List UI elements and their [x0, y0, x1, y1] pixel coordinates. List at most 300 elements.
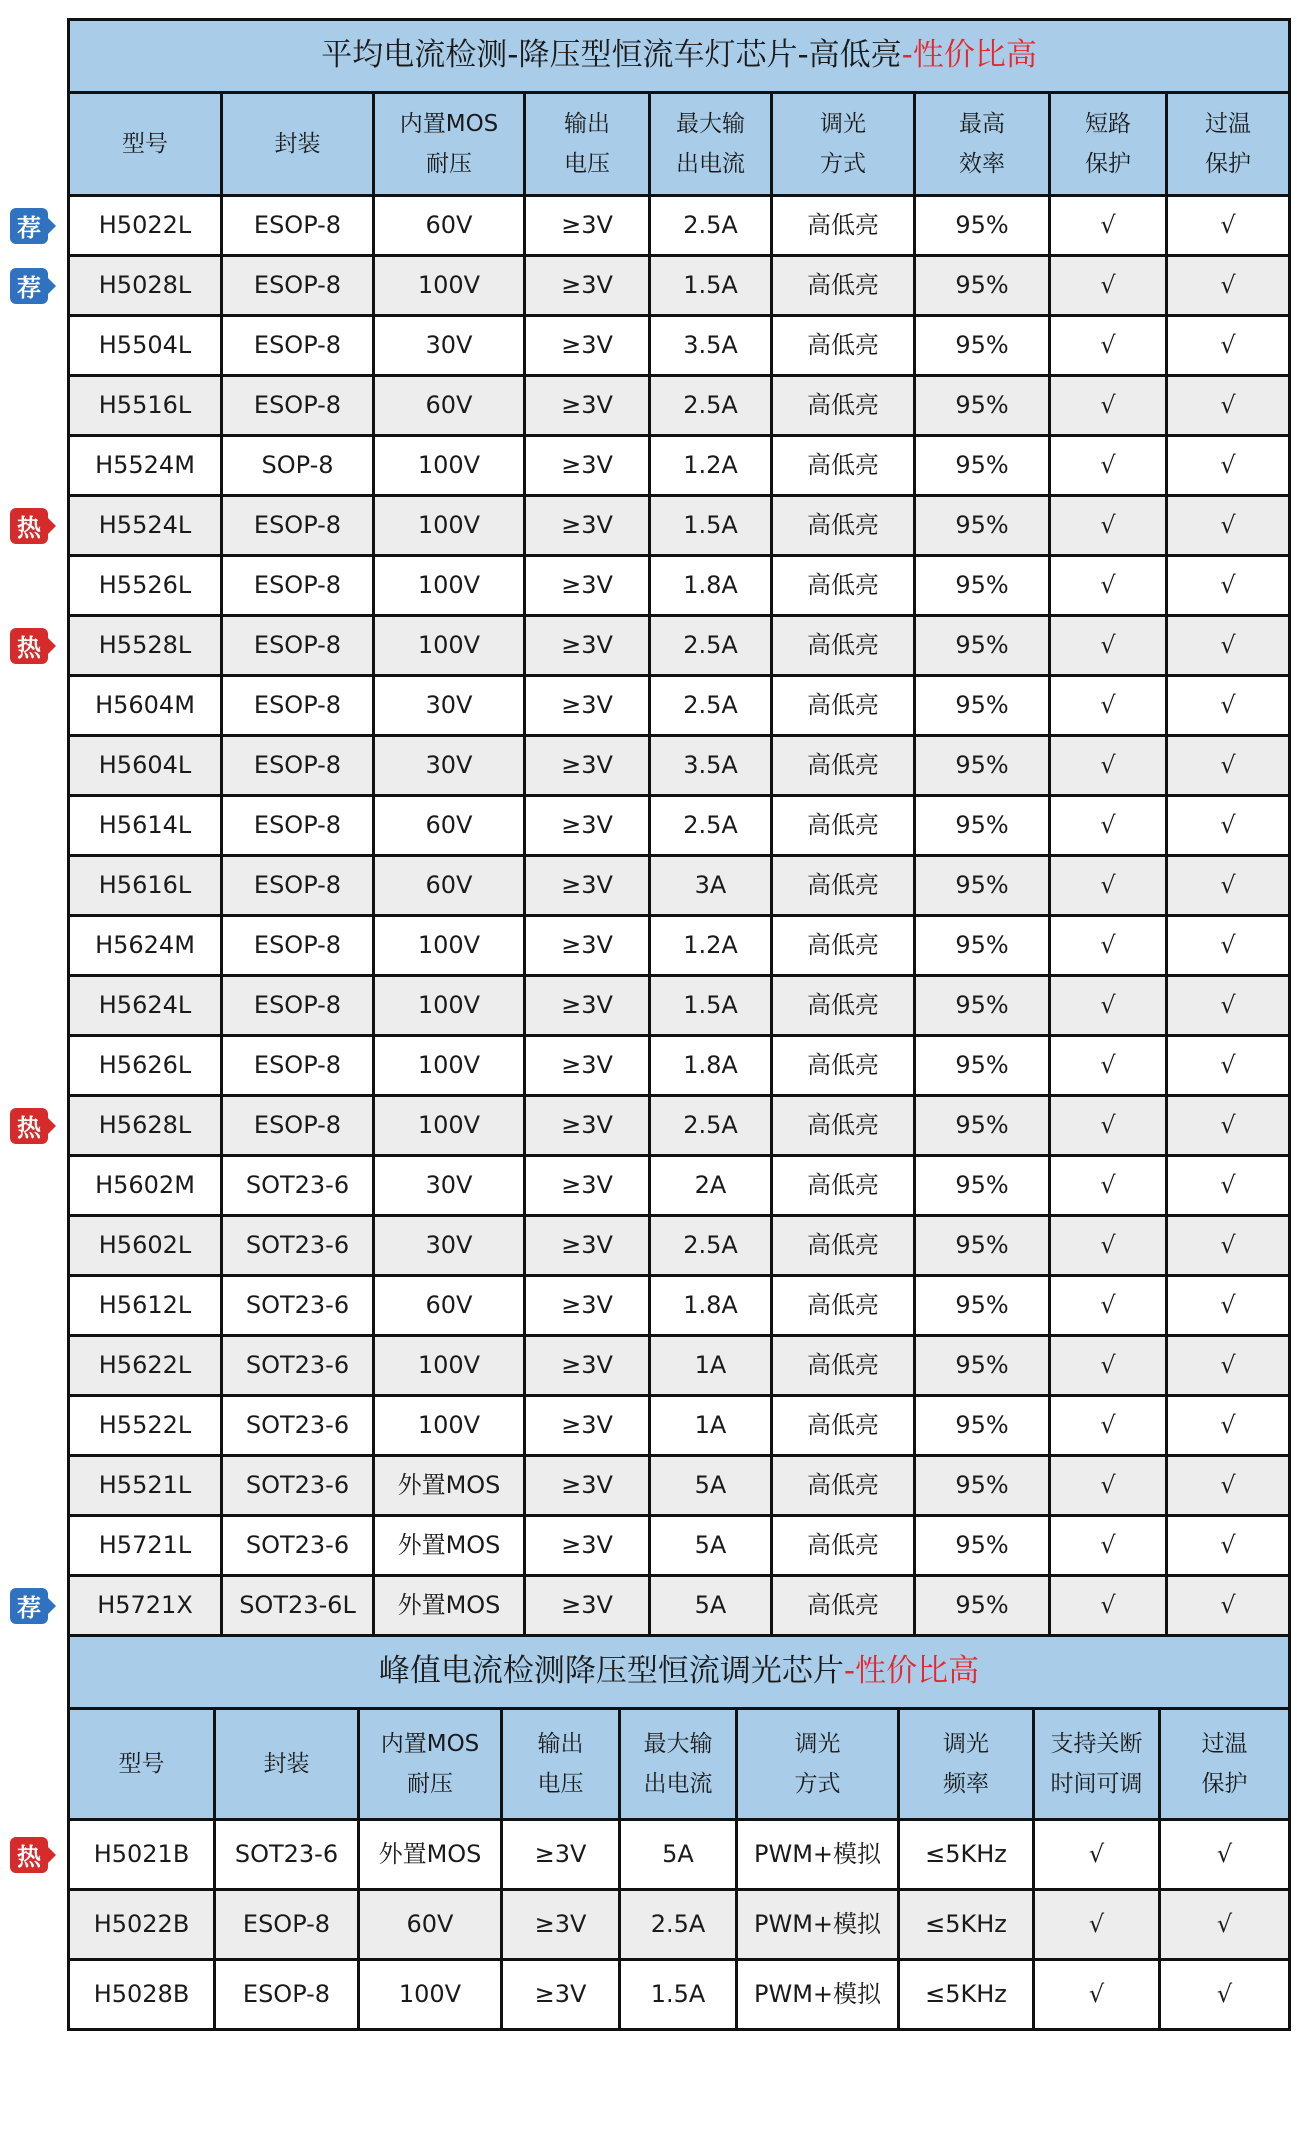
spec-cell: 2A	[650, 1156, 772, 1216]
spec-cell: √	[1050, 1516, 1167, 1576]
spec-cell: √	[1167, 856, 1290, 916]
table-title	[69, 20, 1290, 93]
spec-cell: 3.5A	[650, 736, 772, 796]
spec-cell: 30V	[374, 736, 525, 796]
spec-cell: ≥3V	[525, 976, 650, 1036]
table-row	[69, 1516, 1290, 1576]
spec-cell: √	[1050, 196, 1167, 256]
column-header-line: 输出	[537, 1731, 584, 1757]
spec-cell: √	[1167, 376, 1290, 436]
column-header	[525, 93, 650, 196]
spec-cell: 2.5A	[650, 796, 772, 856]
spec-cell: 95%	[915, 1456, 1050, 1516]
spec-cell: 2.5A	[650, 676, 772, 736]
spec-cell: 5A	[650, 1456, 772, 1516]
spec-cell: 95%	[915, 916, 1050, 976]
column-header-line: 内置MOS	[380, 1731, 480, 1757]
spec-cell: √	[1167, 256, 1290, 316]
recommend-badge-icon: 荐	[10, 1588, 48, 1624]
table-row	[69, 196, 1290, 256]
title-highlight: -性价比高	[843, 1653, 980, 1690]
column-header-line: 电压	[564, 151, 610, 177]
spec-cell: 1.5A	[620, 1960, 737, 2030]
spec-cell: 高低亮	[772, 1456, 915, 1516]
table-row	[69, 1456, 1290, 1516]
spec-cell: 60V	[374, 376, 525, 436]
spec-cell: 高低亮	[772, 1336, 915, 1396]
spec-cell: √	[1167, 1036, 1290, 1096]
spec-cell: 95%	[915, 1036, 1050, 1096]
spec-cell: SOT23-6	[222, 1396, 374, 1456]
title-text: 峰值电流检测降压型恒流调光芯片	[378, 1653, 844, 1690]
spec-cell: 95%	[915, 856, 1050, 916]
column-header	[650, 93, 772, 196]
spec-cell: 95%	[915, 1516, 1050, 1576]
column-header-line: 输出	[564, 111, 610, 137]
spec-cell: 高低亮	[772, 916, 915, 976]
spec-cell: 高低亮	[772, 1036, 915, 1096]
spec-cell: √	[1160, 1890, 1290, 1960]
column-headers	[69, 93, 1290, 196]
spec-cell: √	[1167, 1516, 1290, 1576]
table-row	[69, 1036, 1290, 1096]
spec-cell: 100V	[374, 556, 525, 616]
model-cell: H5602M	[69, 1156, 222, 1216]
spec-cell: ESOP-8	[222, 916, 374, 976]
spec-cell: ESOP-8	[215, 1890, 359, 1960]
model-cell: H5528L	[69, 616, 222, 676]
spec-cell: 95%	[915, 1336, 1050, 1396]
spec-cell: √	[1050, 436, 1167, 496]
spec-cell: 95%	[915, 496, 1050, 556]
column-header-line: 方式	[794, 1771, 841, 1797]
spec-cell: √	[1050, 976, 1167, 1036]
table-row	[69, 616, 1290, 676]
table-row	[69, 256, 1290, 316]
column-header	[374, 93, 525, 196]
spec-cell: √	[1167, 1456, 1290, 1516]
spec-cell: ≥3V	[525, 556, 650, 616]
spec-cell: ≥3V	[525, 1216, 650, 1276]
spec-cell: 95%	[915, 1396, 1050, 1456]
spec-cell: ≥3V	[525, 376, 650, 436]
spec-cell: 100V	[374, 616, 525, 676]
spec-cell: 95%	[915, 1276, 1050, 1336]
spec-cell: √	[1160, 1960, 1290, 2030]
spec-cell: √	[1050, 916, 1167, 976]
spec-cell: 高低亮	[772, 1216, 915, 1276]
spec-cell: √	[1050, 1456, 1167, 1516]
table-row	[69, 976, 1290, 1036]
spec-cell: ≥3V	[525, 1156, 650, 1216]
spec-cell: ESOP-8	[222, 1096, 374, 1156]
table-row	[69, 1396, 1290, 1456]
spec-cell: 60V	[374, 856, 525, 916]
spec-cell: √	[1167, 196, 1290, 256]
spec-cell: ≥3V	[525, 1516, 650, 1576]
spec-cell: 1.2A	[650, 916, 772, 976]
column-header	[1050, 93, 1167, 196]
spec-cell: ESOP-8	[215, 1960, 359, 2030]
spec-cell: 60V	[359, 1890, 502, 1960]
spec-cell: √	[1167, 976, 1290, 1036]
spec-cell: 高低亮	[772, 316, 915, 376]
spec-cell: ESOP-8	[222, 556, 374, 616]
spec-cell: 95%	[915, 436, 1050, 496]
spec-cell: SOT23-6L	[222, 1576, 374, 1636]
column-header	[899, 1709, 1034, 1820]
recommend-badge-icon: 荐	[10, 208, 48, 244]
table-row	[69, 1890, 1290, 1960]
spec-cell: ≥3V	[525, 1576, 650, 1636]
model-cell: H5624L	[69, 976, 222, 1036]
model-cell: H5721L	[69, 1516, 222, 1576]
column-header-line: 保护	[1201, 1771, 1248, 1797]
spec-cell: 95%	[915, 556, 1050, 616]
spec-sheet	[67, 18, 1288, 2031]
spec-cell: √	[1167, 616, 1290, 676]
spec-cell: √	[1050, 1396, 1167, 1456]
column-header-line: 出电流	[676, 151, 745, 177]
spec-cell: 95%	[915, 1156, 1050, 1216]
column-headers	[69, 1709, 1290, 1820]
spec-cell: 100V	[374, 976, 525, 1036]
spec-cell: SOP-8	[222, 436, 374, 496]
spec-cell: 2.5A	[650, 616, 772, 676]
spec-cell: √	[1167, 796, 1290, 856]
column-header-line: 最大输	[676, 111, 745, 137]
spec-cell: 30V	[374, 676, 525, 736]
model-cell: H5524M	[69, 436, 222, 496]
spec-cell: ≤5KHz	[899, 1960, 1034, 2030]
title-text: 平均电流检测-降压型恒流车灯芯片-高低亮	[321, 37, 902, 74]
model-cell: H5524L	[69, 496, 222, 556]
column-header	[69, 1709, 215, 1820]
spec-cell: 高低亮	[772, 376, 915, 436]
spec-cell: 1A	[650, 1396, 772, 1456]
column-header	[502, 1709, 620, 1820]
column-header-line: 耐压	[426, 151, 472, 177]
table-row	[69, 1576, 1290, 1636]
spec-cell: 60V	[374, 796, 525, 856]
spec-cell: 2.5A	[650, 1096, 772, 1156]
spec-cell: √	[1050, 256, 1167, 316]
model-cell: H5604M	[69, 676, 222, 736]
spec-cell: √	[1050, 1036, 1167, 1096]
spec-cell: ≥3V	[525, 676, 650, 736]
spec-cell: ESOP-8	[222, 316, 374, 376]
spec-cell: 5A	[620, 1820, 737, 1890]
spec-cell: 高低亮	[772, 436, 915, 496]
spec-cell: 1.8A	[650, 556, 772, 616]
spec-cell: 1.2A	[650, 436, 772, 496]
spec-cell: ≥3V	[525, 496, 650, 556]
spec-cell: 100V	[374, 916, 525, 976]
table-row	[69, 376, 1290, 436]
spec-cell: √	[1050, 1096, 1167, 1156]
column-header-line: 频率	[943, 1771, 989, 1797]
table-row	[69, 1156, 1290, 1216]
spec-cell: 5A	[650, 1576, 772, 1636]
spec-cell: 外置MOS	[359, 1820, 502, 1890]
spec-cell: 高低亮	[772, 1576, 915, 1636]
table-row	[69, 1096, 1290, 1156]
spec-cell: ≥3V	[525, 916, 650, 976]
column-header-line: 封装	[274, 131, 321, 157]
table-row	[69, 1336, 1290, 1396]
spec-cell: √	[1160, 1820, 1290, 1890]
spec-cell: 95%	[915, 676, 1050, 736]
spec-cell: ESOP-8	[222, 616, 374, 676]
model-cell: H5622L	[69, 1336, 222, 1396]
spec-cell: 95%	[915, 796, 1050, 856]
title-highlight: -性价比高	[901, 37, 1037, 74]
spec-cell: 1.8A	[650, 1036, 772, 1096]
column-header-line: 内置MOS	[399, 111, 499, 137]
spec-cell: 高低亮	[772, 256, 915, 316]
spec-cell: ≥3V	[525, 436, 650, 496]
spec-cell: 2.5A	[620, 1890, 737, 1960]
column-header-line: 最大输	[643, 1731, 713, 1757]
spec-cell: 1.5A	[650, 256, 772, 316]
spec-cell: PWM+模拟	[737, 1890, 899, 1960]
column-header-line: 过温	[1201, 1731, 1248, 1757]
spec-cell: √	[1167, 916, 1290, 976]
hot-badge-icon: 热	[10, 628, 48, 664]
model-cell: H5021B	[69, 1820, 215, 1890]
column-header-line: 效率	[959, 151, 1005, 177]
spec-cell: √	[1050, 676, 1167, 736]
column-header	[222, 93, 374, 196]
spec-cell: 高低亮	[772, 1276, 915, 1336]
model-cell: H5604L	[69, 736, 222, 796]
column-header	[1167, 93, 1290, 196]
average-current-chip-table	[67, 18, 1291, 1637]
table-row	[69, 436, 1290, 496]
table-row	[69, 1216, 1290, 1276]
spec-cell: 1.5A	[650, 496, 772, 556]
column-header-line: 型号	[118, 1751, 165, 1777]
spec-cell: ESOP-8	[222, 1036, 374, 1096]
spec-cell: 60V	[374, 1276, 525, 1336]
table-row	[69, 316, 1290, 376]
spec-cell: ≥3V	[502, 1960, 620, 2030]
spec-cell: 95%	[915, 976, 1050, 1036]
spec-cell: 95%	[915, 256, 1050, 316]
spec-cell: 100V	[374, 1336, 525, 1396]
spec-cell: 高低亮	[772, 1396, 915, 1456]
spec-cell: PWM+模拟	[737, 1820, 899, 1890]
spec-cell: √	[1050, 1156, 1167, 1216]
table-row	[69, 796, 1290, 856]
spec-cell: ≥3V	[525, 1096, 650, 1156]
spec-cell: 100V	[374, 1036, 525, 1096]
spec-cell: ≥3V	[525, 196, 650, 256]
model-cell: H5022L	[69, 196, 222, 256]
spec-cell: 5A	[650, 1516, 772, 1576]
spec-cell: 100V	[374, 436, 525, 496]
column-header-line: 封装	[263, 1751, 310, 1777]
recommend-badge-icon: 荐	[10, 268, 48, 304]
spec-cell: √	[1050, 1276, 1167, 1336]
table-row	[69, 676, 1290, 736]
spec-cell: 高低亮	[772, 736, 915, 796]
spec-cell: ≥3V	[525, 1276, 650, 1336]
spec-cell: 高低亮	[772, 856, 915, 916]
spec-cell: √	[1167, 1396, 1290, 1456]
spec-cell: √	[1050, 616, 1167, 676]
spec-cell: ≥3V	[525, 1036, 650, 1096]
spec-cell: √	[1050, 1216, 1167, 1276]
spec-cell: ≥3V	[525, 1396, 650, 1456]
spec-cell: ESOP-8	[222, 376, 374, 436]
spec-cell: √	[1050, 796, 1167, 856]
column-header	[69, 93, 222, 196]
model-cell: H5624M	[69, 916, 222, 976]
spec-cell: √	[1167, 436, 1290, 496]
model-cell: H5028B	[69, 1960, 215, 2030]
spec-cell: SOT23-6	[222, 1156, 374, 1216]
spec-cell: 3.5A	[650, 316, 772, 376]
column-header-line: 方式	[820, 151, 866, 177]
spec-cell: √	[1167, 1216, 1290, 1276]
column-header	[215, 1709, 359, 1820]
column-header	[915, 93, 1050, 196]
hot-badge-icon: 热	[10, 1108, 48, 1144]
hot-badge-icon: 热	[10, 508, 48, 544]
spec-cell: √	[1034, 1960, 1160, 2030]
column-header-line: 时间可调	[1050, 1771, 1143, 1797]
spec-cell: ≥3V	[525, 796, 650, 856]
peak-current-chip-table	[67, 1634, 1291, 2031]
spec-cell: 30V	[374, 316, 525, 376]
spec-cell: 100V	[374, 496, 525, 556]
model-cell: H5022B	[69, 1890, 215, 1960]
spec-cell: 高低亮	[772, 1096, 915, 1156]
spec-cell: 95%	[915, 316, 1050, 376]
spec-cell: √	[1050, 496, 1167, 556]
column-header	[772, 93, 915, 196]
spec-cell: 100V	[374, 256, 525, 316]
hot-badge-icon: 热	[10, 1837, 48, 1873]
spec-cell: 95%	[915, 1216, 1050, 1276]
spec-cell: 外置MOS	[374, 1516, 525, 1576]
model-cell: H5028L	[69, 256, 222, 316]
spec-cell: 95%	[915, 616, 1050, 676]
model-cell: H5522L	[69, 1396, 222, 1456]
spec-cell: √	[1167, 1096, 1290, 1156]
spec-cell: √	[1167, 1276, 1290, 1336]
model-cell: H5526L	[69, 556, 222, 616]
spec-cell: √	[1050, 376, 1167, 436]
spec-cell: √	[1050, 556, 1167, 616]
spec-cell: ESOP-8	[222, 976, 374, 1036]
column-header	[359, 1709, 502, 1820]
spec-cell: 高低亮	[772, 496, 915, 556]
spec-cell: ESOP-8	[222, 196, 374, 256]
model-cell: H5614L	[69, 796, 222, 856]
spec-cell: 1.5A	[650, 976, 772, 1036]
spec-cell: ≥3V	[525, 736, 650, 796]
spec-cell: 30V	[374, 1216, 525, 1276]
spec-cell: 外置MOS	[374, 1576, 525, 1636]
spec-cell: 95%	[915, 736, 1050, 796]
spec-cell: 高低亮	[772, 796, 915, 856]
spec-cell: 高低亮	[772, 976, 915, 1036]
spec-cell: √	[1034, 1890, 1160, 1960]
spec-cell: ≥3V	[525, 616, 650, 676]
spec-cell: SOT23-6	[222, 1516, 374, 1576]
column-header-line: 电压	[537, 1771, 584, 1797]
spec-cell: 95%	[915, 196, 1050, 256]
spec-cell: ESOP-8	[222, 856, 374, 916]
spec-cell: 1.8A	[650, 1276, 772, 1336]
spec-cell: 高低亮	[772, 676, 915, 736]
table-row	[69, 1820, 1290, 1890]
spec-cell: √	[1050, 1576, 1167, 1636]
spec-cell: 100V	[359, 1960, 502, 2030]
column-header-line: 调光	[820, 111, 866, 137]
spec-cell: ≥3V	[502, 1890, 620, 1960]
table-row	[69, 736, 1290, 796]
spec-cell: 3A	[650, 856, 772, 916]
table-row	[69, 1276, 1290, 1336]
spec-cell: 95%	[915, 376, 1050, 436]
table-row	[69, 856, 1290, 916]
spec-cell: SOT23-6	[222, 1456, 374, 1516]
spec-cell: √	[1167, 316, 1290, 376]
spec-cell: 100V	[374, 1396, 525, 1456]
spec-cell: ESOP-8	[222, 256, 374, 316]
model-cell: H5626L	[69, 1036, 222, 1096]
spec-cell: 高低亮	[772, 556, 915, 616]
spec-cell: 2.5A	[650, 1216, 772, 1276]
column-header-line: 型号	[122, 131, 168, 157]
spec-cell: SOT23-6	[215, 1820, 359, 1890]
table-row	[69, 916, 1290, 976]
spec-cell: ≥3V	[525, 1336, 650, 1396]
model-cell: H5628L	[69, 1096, 222, 1156]
spec-cell: 95%	[915, 1096, 1050, 1156]
spec-cell: ≥3V	[525, 856, 650, 916]
column-header-line: 过温	[1205, 111, 1252, 137]
spec-cell: √	[1167, 676, 1290, 736]
column-header-line: 最高	[959, 111, 1005, 137]
column-header-line: 保护	[1085, 151, 1131, 177]
model-cell: H5616L	[69, 856, 222, 916]
table-title	[69, 1636, 1290, 1709]
spec-cell: √	[1050, 1336, 1167, 1396]
column-header	[1034, 1709, 1160, 1820]
spec-cell: ≥3V	[525, 316, 650, 376]
spec-cell: √	[1167, 1336, 1290, 1396]
column-header-line: 调光	[943, 1731, 989, 1757]
table-row	[69, 496, 1290, 556]
spec-cell: ESOP-8	[222, 496, 374, 556]
spec-cell: 100V	[374, 1096, 525, 1156]
spec-cell: SOT23-6	[222, 1336, 374, 1396]
spec-cell: SOT23-6	[222, 1276, 374, 1336]
model-cell: H5602L	[69, 1216, 222, 1276]
spec-cell: √	[1050, 316, 1167, 376]
table-row	[69, 1960, 1290, 2030]
column-header-line: 出电流	[643, 1771, 713, 1797]
model-cell: H5612L	[69, 1276, 222, 1336]
spec-cell: 外置MOS	[374, 1456, 525, 1516]
column-header-line: 调光	[794, 1731, 841, 1757]
spec-cell: 高低亮	[772, 196, 915, 256]
spec-cell: √	[1050, 736, 1167, 796]
